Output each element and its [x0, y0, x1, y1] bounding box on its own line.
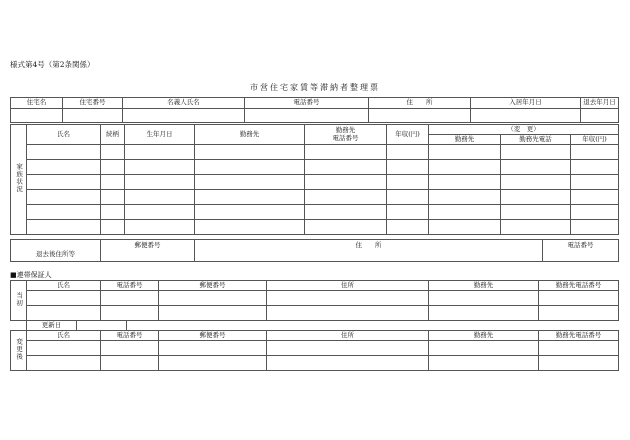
family-table	[10, 124, 619, 235]
form-title: 市営住宅家賃等滞納者整理票	[250, 83, 380, 92]
g-postal-header: 郵便番号	[159, 281, 267, 291]
move-in-header: 入居年月日	[471, 98, 581, 109]
guarantor-heading: ■連帯保証人	[10, 271, 52, 279]
g-phone-header: 電話番号	[101, 281, 159, 291]
table-row	[11, 190, 619, 205]
move-out-header: 退去年月日	[581, 98, 619, 109]
housing-no-header: 住宅番号	[63, 98, 123, 109]
after-move-label: 退去後住所等	[11, 240, 101, 262]
address-header: 住 所	[369, 98, 471, 109]
g-workplace-phone-header: 勤務先電話番号	[539, 281, 619, 291]
after-move-address[interactable]: 住 所	[195, 240, 543, 262]
g-name-header: 氏名	[27, 281, 101, 291]
phone-cell[interactable]	[245, 109, 369, 123]
housing-name-cell[interactable]	[11, 109, 63, 123]
table-row	[11, 175, 619, 190]
g2-phone-header: 電話番号	[101, 331, 159, 341]
table-row	[11, 306, 619, 321]
move-out-cell[interactable]	[581, 109, 619, 123]
g2-workplace-header: 勤務先	[429, 331, 539, 341]
family-section-label: 家族状況	[11, 125, 27, 235]
table-row	[11, 145, 619, 160]
g2-name-header: 氏名	[27, 331, 101, 341]
form-number: 様式第4号（第2条関係）	[10, 60, 95, 69]
family-workplace-header: 勤務先	[195, 125, 305, 145]
table-row	[11, 220, 619, 235]
change-header: （変 更）	[429, 125, 619, 135]
after-move-table	[10, 239, 619, 262]
g-workplace-header: 勤務先	[429, 281, 539, 291]
table-row	[11, 356, 619, 371]
housing-name-header: 住宅名	[11, 98, 63, 109]
guarantor-initial-table	[10, 280, 619, 321]
phone-header: 電話番号	[245, 98, 369, 109]
family-birth-header: 生年月日	[125, 125, 195, 145]
table-row	[11, 341, 619, 356]
guarantor-initial-label: 当初	[11, 281, 27, 321]
after-move-phone[interactable]: 電話番号	[543, 240, 619, 262]
table-row	[11, 205, 619, 220]
housing-header-table	[10, 97, 619, 123]
holder-name-cell[interactable]	[123, 109, 245, 123]
update-date-value[interactable]	[77, 321, 127, 331]
guarantor-changed-label: 変更後	[11, 331, 27, 371]
g2-workplace-phone-header: 勤務先電話番号	[539, 331, 619, 341]
address-cell[interactable]	[369, 109, 471, 123]
change-income-header: 年収(円)	[571, 135, 619, 145]
guarantor-changed-table	[10, 330, 619, 371]
change-workplace-phone-header: 勤務先電話	[501, 135, 571, 145]
g2-postal-header: 郵便番号	[159, 331, 267, 341]
family-name-header: 氏名	[27, 125, 101, 145]
move-in-cell[interactable]	[471, 109, 581, 123]
update-date-label: 更新日	[27, 321, 77, 331]
holder-name-header: 名義人氏名	[123, 98, 245, 109]
g2-address-header: 住所	[267, 331, 429, 341]
table-row	[11, 160, 619, 175]
housing-no-cell[interactable]	[63, 109, 123, 123]
after-move-postal[interactable]: 郵便番号	[101, 240, 195, 262]
family-relation-header: 続柄	[101, 125, 125, 145]
change-workplace-header: 勤務先	[429, 135, 501, 145]
g-address-header: 住所	[267, 281, 429, 291]
family-workplace-phone-header: 勤務先 電話番号	[305, 125, 387, 145]
family-income-header: 年収(円)	[387, 125, 429, 145]
table-row	[11, 291, 619, 306]
